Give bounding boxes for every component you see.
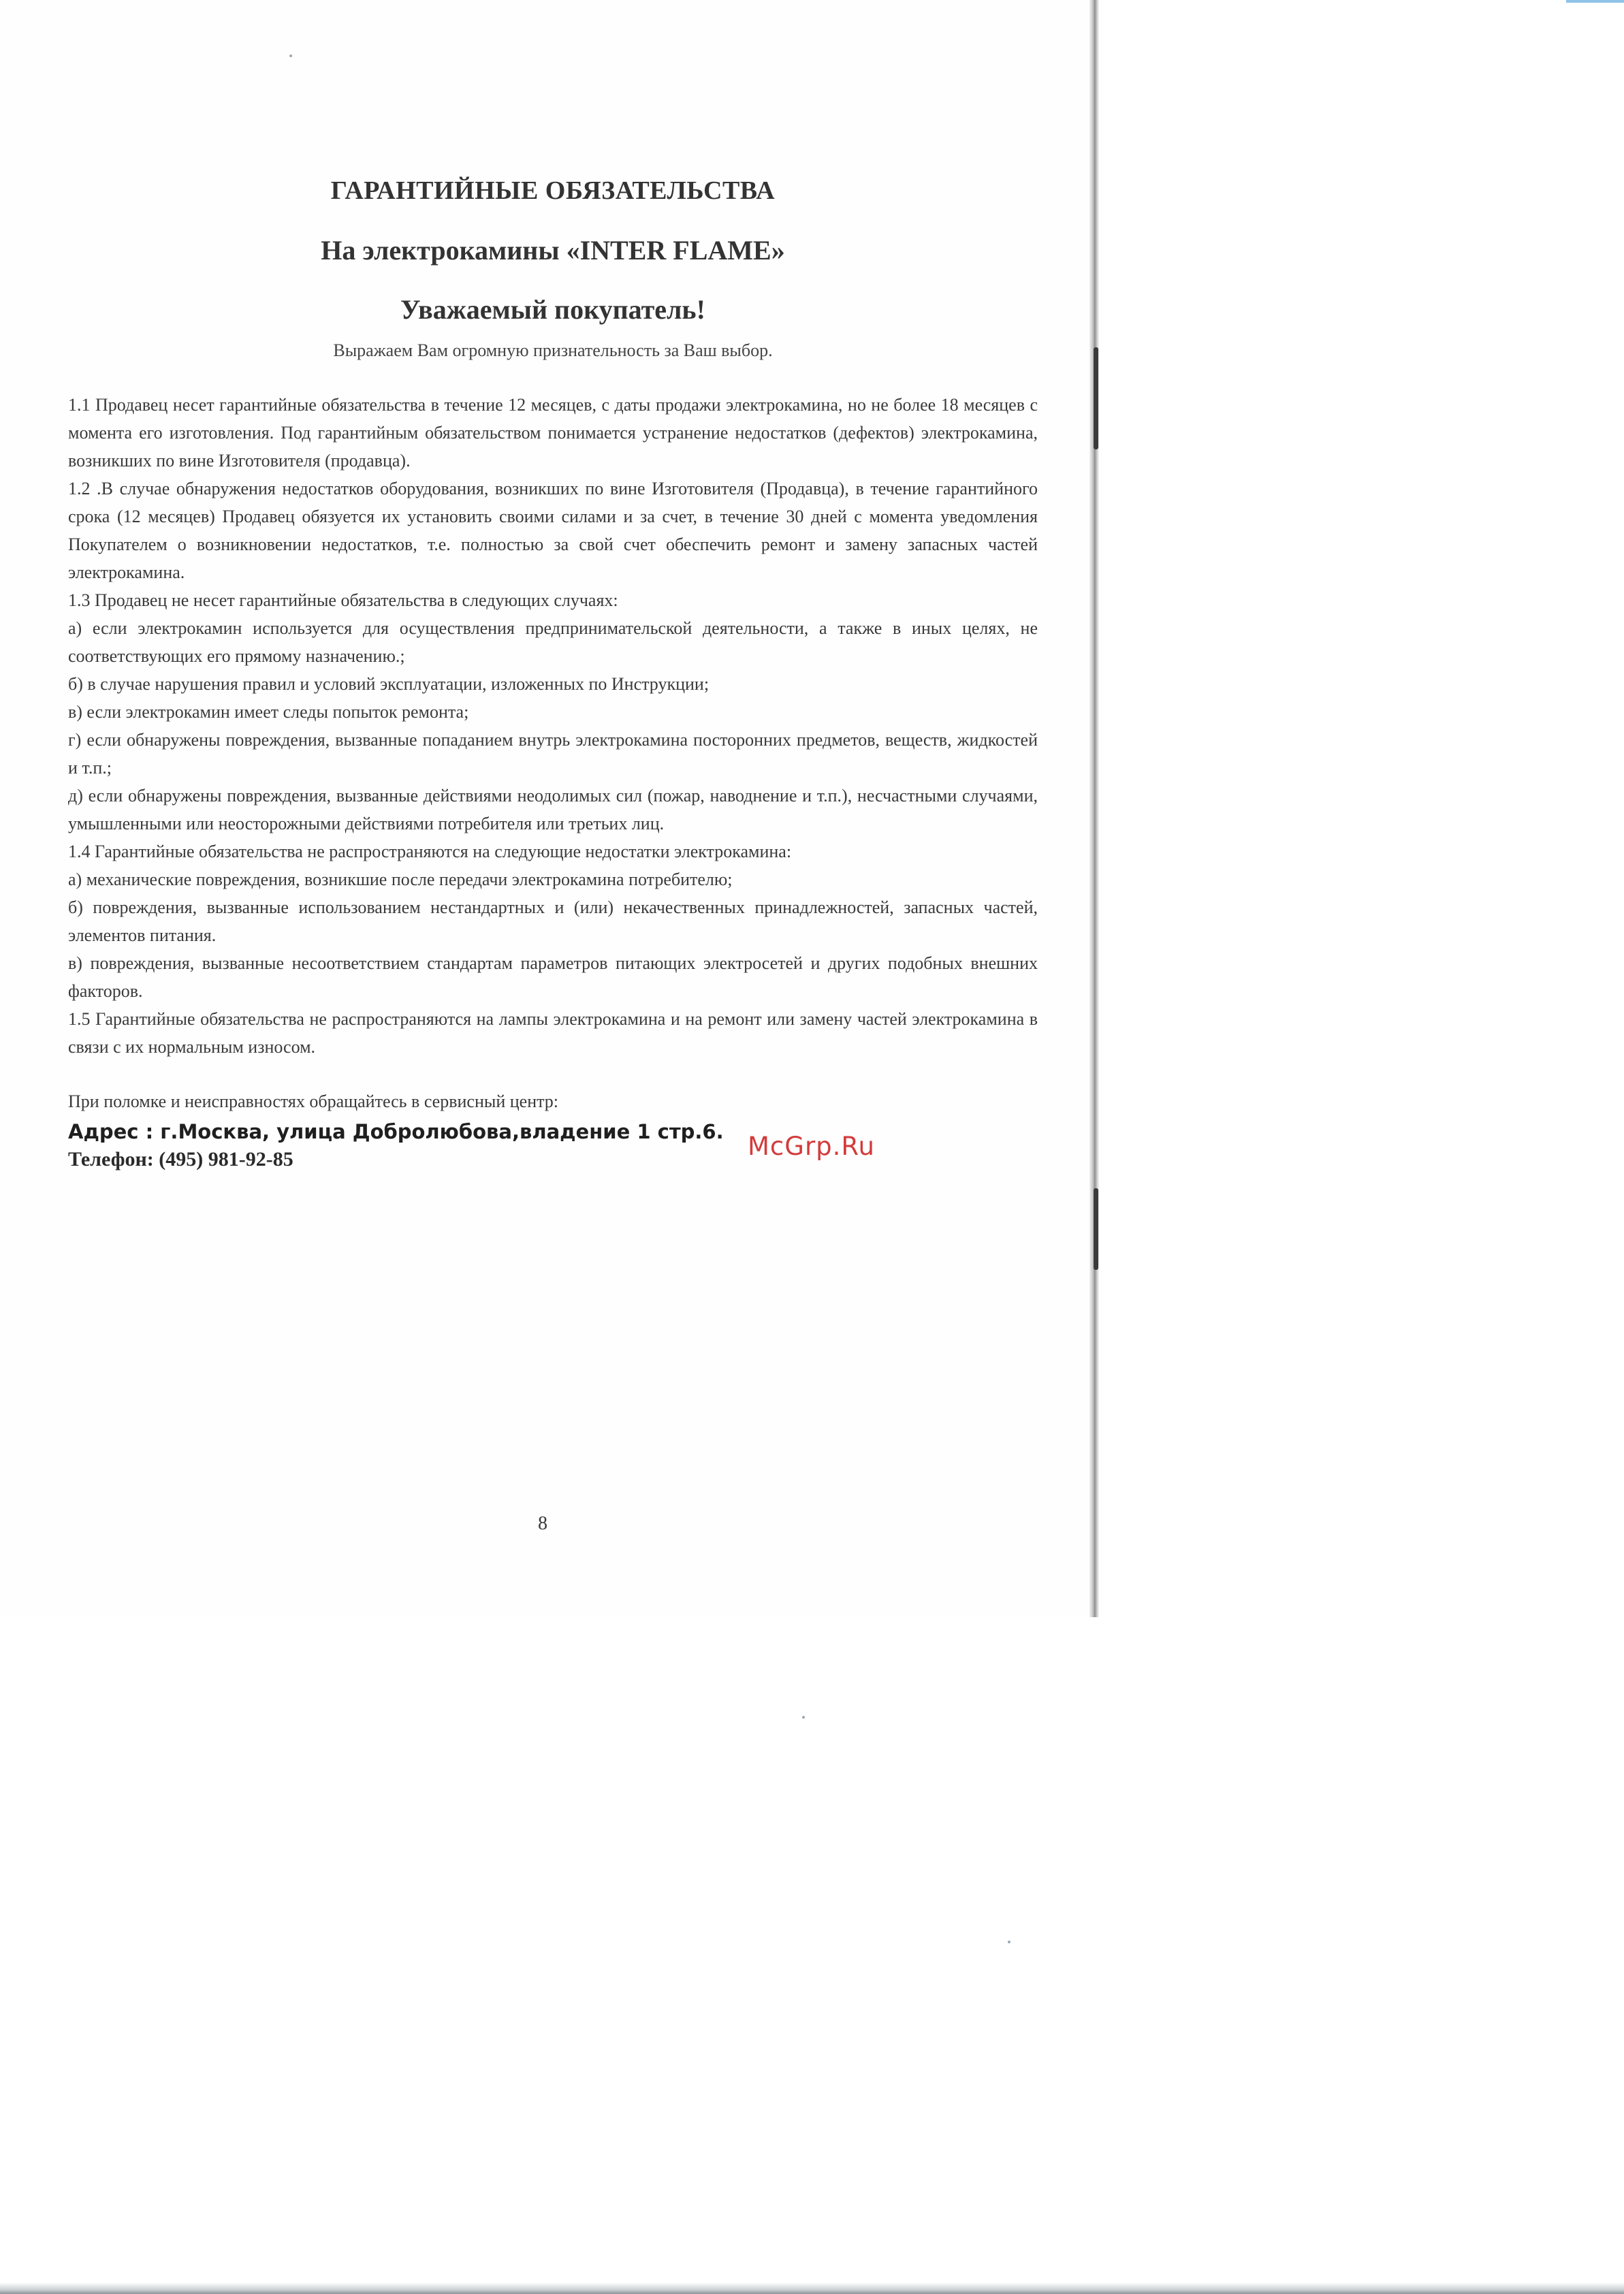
document-subtitle: На электрокамины «INTER FLAME»: [321, 235, 785, 266]
corner-mark: [1566, 0, 1624, 3]
service-contacts: [68, 1088, 1038, 1174]
clause-1-2: 1.2 .В случае обнаружения недостатков оборудования, возникших по вине Изготовителя (Продавца), в течение гарантийного срока (12 месяцев) Продавец обязуется их установить своими силами и за счет, в течение 30 дней с момента уведомления Покупателем о возникновении недостатков, т.е. полностью за свой счет обеспечить ремонт и замену запасных частей электрокамина.: [68, 479, 1038, 582]
service-note: При поломке и неисправностях обращайтесь в сервисный центр:: [68, 1092, 559, 1111]
clause-1-3-g: г) если обнаружены повреждения, вызванные попаданием внутрь электрокамина посторонних предметов, веществ, жидкостей и т.п.;: [68, 730, 1038, 778]
clause-1-3-d: д) если обнаружены повреждения, вызванные действиями неодолимых сил (пожар, наводнение и т.п.), несчастными случаями, умышленными или неосторожными действиями потребителя или третьих лиц.: [68, 786, 1038, 833]
clause-1-4: 1.4 Гарантийные обязательства не распространяются на следующие недостатки электрокамина:: [68, 842, 792, 861]
clause-1-5: 1.5 Гарантийные обязательства не распространяются на лампы электрокамина и на ремонт или замену частей электрокамина в связи с их нормальным износом.: [68, 1009, 1038, 1057]
clause-1-4-v: в) повреждения, вызванные несоответствием стандартам параметров питающих электросетей и других подобных внешних факторов.: [68, 953, 1038, 1001]
clause-1-3: 1.3 Продавец не несет гарантийные обязательства в следующих случаях:: [68, 590, 618, 610]
clause-1-3-b: б) в случае нарушения правил и условий эксплуатации, изложенных по Инструкции;: [68, 674, 710, 694]
document-title: ГАРАНТИЙНЫЕ ОБЯЗАТЕЛЬСТВА: [330, 176, 776, 205]
warranty-clauses: [68, 391, 1038, 1061]
service-phone: Телефон: (495) 981-92-85: [68, 1148, 293, 1170]
clause-1-4-a: а) механические повреждения, возникшие после передачи электрокамина потребителю;: [68, 870, 733, 889]
clause-1-3-v: в) если электрокамин имеет следы попыток ремонта;: [68, 702, 469, 722]
scan-speck: [1008, 1941, 1010, 1943]
thanks-line: Выражаем Вам огромную признательность за Ваш выбор.: [333, 340, 773, 360]
binding-clip-top: [1094, 347, 1098, 449]
scan-speck: [289, 54, 292, 57]
binding-clip-bottom: [1094, 1188, 1098, 1270]
warranty-document: [68, 163, 1038, 1174]
scan-speck: [802, 1716, 805, 1719]
page-fold-shadow: [1089, 0, 1099, 1617]
page-number: 8: [538, 1513, 547, 1534]
service-address: Адрес : г.Москва, улица Добролюбова,владение 1 стр.6.: [68, 1120, 724, 1143]
clause-1-3-a: а) если электрокамин используется для осуществления предпринимательской деятельности, а также в иных целях, не соответствующих его прямому назначению.;: [68, 618, 1038, 666]
greeting: Уважаемый покупатель!: [400, 294, 705, 325]
clause-1-1: 1.1 Продавец несет гарантийные обязательства в течение 12 месяцев, с даты продажи электрокамина, но не более 18 месяцев с момента его изготовления. Под гарантийным обязательством понимается устранение недостатков (дефектов) электрокамина, возникших по вине Изготовителя (продавца).: [68, 395, 1038, 471]
watermark: McGrp.Ru: [748, 1132, 875, 1161]
scanner-bottom-edge: [0, 2282, 1624, 2294]
clause-1-4-b: б) повреждения, вызванные использованием нестандартных и (или) некачественных принадлежностей, запасных частей, элементов питания.: [68, 897, 1038, 945]
